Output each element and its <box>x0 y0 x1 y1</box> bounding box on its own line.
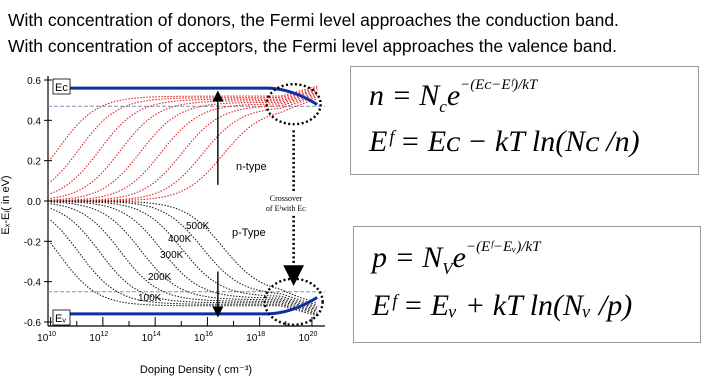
temp-label-400k: 400K <box>168 234 192 245</box>
y-tick-label: -0.4 <box>23 277 41 289</box>
n-type-curve-350k <box>51 94 318 201</box>
x-tick-label: $10^{18}$ <box>246 331 266 344</box>
n-type-equation-box <box>350 66 699 175</box>
ec-label: Eᴄ <box>55 82 68 94</box>
x-tick-label: $10^{20}$ <box>298 331 318 344</box>
p-type-curve-200k <box>51 209 318 313</box>
n-type-curve-400k <box>51 95 318 200</box>
x-tick-label: $10^{14}$ <box>141 331 161 344</box>
p-type-label: p-Type <box>232 227 266 239</box>
y-tick-label: 0.6 <box>27 76 41 87</box>
fermi-level-n-equation: Eᶠ = Eᴄ − kT ln(Nᴄ /n) <box>369 125 640 158</box>
electron-density-equation: $n = N_ce^{-(Eᴄ-Eᶠ)/kT}$ <box>369 77 538 116</box>
crossover-ellipse-top <box>267 84 321 124</box>
crossover-label: Crossover <box>269 194 303 203</box>
fermi-level-chart <box>0 70 350 383</box>
n-type-label: n-type <box>236 161 267 173</box>
temp-label-100k: 100K <box>138 293 162 304</box>
n-type-curve-250k <box>51 91 318 199</box>
temp-label-200k: 200K <box>148 272 172 283</box>
x-axis-label: Doping Density ( cm⁻³) <box>139 364 253 376</box>
n-type-curve-100k <box>51 86 318 159</box>
p-type-curve-100k <box>51 243 318 316</box>
x-tick-label: $10^{16}$ <box>193 331 213 344</box>
headline-donors: With concentration of donors, the Fermi level approaches the conduction band. <box>8 10 619 30</box>
crossover-label-2: of Eᶠwith Eᴄ <box>265 204 307 213</box>
y-tick-label: -0.6 <box>23 317 41 329</box>
n-type-curve-200k <box>51 89 318 193</box>
y-tick-label: 0.0 <box>27 196 41 208</box>
x-tick-label: $10^{12}$ <box>89 331 109 344</box>
y-tick-label: 0.4 <box>27 116 41 128</box>
temp-label-300k: 300K <box>160 250 184 261</box>
ev-label: Eᵥ <box>55 313 66 325</box>
p-type-curve-400k <box>51 201 318 307</box>
y-tick-label: 0.2 <box>27 156 41 168</box>
y-tick-label: -0.2 <box>23 237 41 249</box>
temp-label-500k: 500K <box>186 221 210 232</box>
p-type-curve-250k <box>51 204 318 312</box>
headline-acceptors: With concentration of acceptors, the Fermi level approaches the valence band. <box>8 36 617 56</box>
x-tick-label: $10^{10}$ <box>37 331 57 344</box>
y-axis-label: Eₓ-Eᵢ( in eV) <box>0 175 12 235</box>
p-type-equation-box <box>353 226 701 343</box>
hole-density-equation: $p = N_Ve^{-(Eᶠ-Eᵥ)/kT}$ <box>372 239 541 278</box>
fermi-level-p-equation: Eᶠ = Eᵥ + kT ln(Nᵥ /p) <box>372 289 633 322</box>
